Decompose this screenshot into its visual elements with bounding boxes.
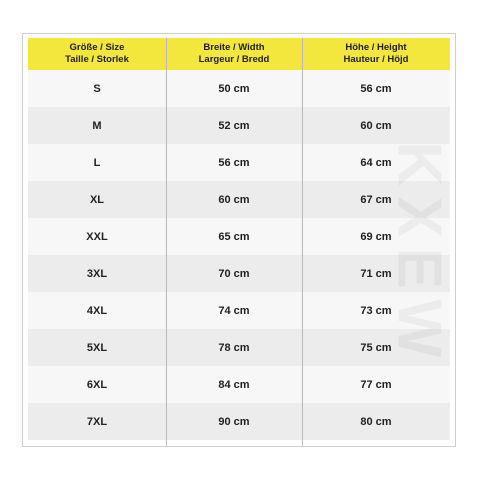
cell-size: S xyxy=(28,70,166,107)
size-chart-table xyxy=(28,38,450,440)
column-divider xyxy=(166,38,167,446)
cell-height: 69 cm xyxy=(302,218,450,255)
cell-width: 50 cm xyxy=(166,70,302,107)
cell-size: 5XL xyxy=(28,329,166,366)
header-size-line2: Taille / Storlek xyxy=(65,54,129,65)
header-height xyxy=(302,38,450,70)
cell-size: 7XL xyxy=(28,403,166,440)
header-size-line1: Größe / Size xyxy=(69,42,125,53)
cell-size: M xyxy=(28,107,166,144)
cell-height: 56 cm xyxy=(302,70,450,107)
cell-height: 75 cm xyxy=(302,329,450,366)
column-divider xyxy=(302,38,303,446)
header-width-line2: Largeur / Bredd xyxy=(198,54,270,65)
cell-height: 73 cm xyxy=(302,292,450,329)
header-size xyxy=(28,38,166,70)
cell-height: 60 cm xyxy=(302,107,450,144)
cell-height: 67 cm xyxy=(302,181,450,218)
cell-size: 6XL xyxy=(28,366,166,403)
cell-height: 77 cm xyxy=(302,366,450,403)
cell-size: XL xyxy=(28,181,166,218)
header-height-line1: Höhe / Height xyxy=(345,42,407,53)
cell-width: 70 cm xyxy=(166,255,302,292)
cell-size: XXL xyxy=(28,218,166,255)
cell-width: 90 cm xyxy=(166,403,302,440)
cell-width: 56 cm xyxy=(166,144,302,181)
cell-width: 52 cm xyxy=(166,107,302,144)
cell-height: 64 cm xyxy=(302,144,450,181)
cell-width: 74 cm xyxy=(166,292,302,329)
cell-height: 71 cm xyxy=(302,255,450,292)
cell-size: 4XL xyxy=(28,292,166,329)
cell-width: 65 cm xyxy=(166,218,302,255)
cell-height: 80 cm xyxy=(302,403,450,440)
size-chart-frame xyxy=(22,33,456,447)
header-height-line2: Hauteur / Höjd xyxy=(343,54,409,65)
cell-size: 3XL xyxy=(28,255,166,292)
cell-size: L xyxy=(28,144,166,181)
cell-width: 60 cm xyxy=(166,181,302,218)
header-width-line1: Breite / Width xyxy=(203,42,265,53)
cell-width: 84 cm xyxy=(166,366,302,403)
cell-width: 78 cm xyxy=(166,329,302,366)
header-width xyxy=(166,38,302,70)
